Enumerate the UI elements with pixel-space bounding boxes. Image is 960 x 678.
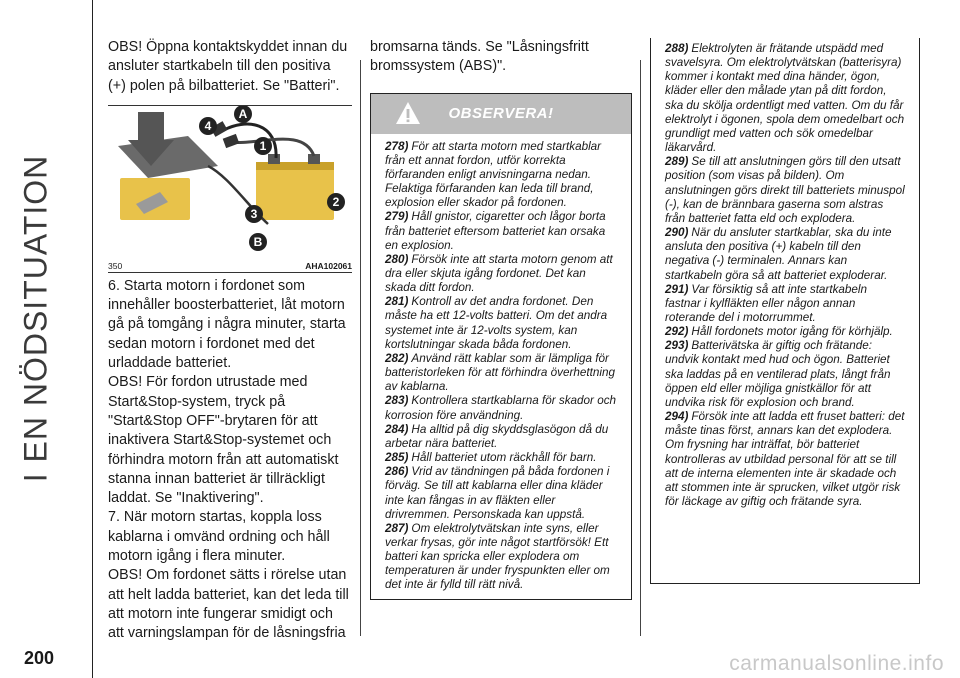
note-text: Håll fordonets motor igång för körhjälp. [691,325,893,339]
warning-note [385,210,617,252]
chapter-title-text: I EN NÖDSITUATION [17,154,54,482]
note-number: 278) [385,139,409,153]
warning-title: OBSERVERA! [448,105,554,123]
note-number: 287) [385,521,409,535]
note-number: 294) [665,410,689,424]
note-text: Använd rätt kablar som är lämpliga för batteristorleken för att förhindra överhettning av kablarna. [385,351,615,394]
note-text: Var försiktig så att inte startkabeln fastnar i kylfläkten eller någon annan roterande del i motorrummet. [665,282,868,324]
column-divider-1 [360,60,361,636]
warning-box [370,93,632,600]
warning-note [385,253,617,295]
page-number: 200 [24,648,55,668]
step-7-paragraph: 7. När motorn startas, koppla loss kablarna i omvänd ordning och håll motorn igång i flera minuter. [108,509,330,565]
callout-a [234,106,252,123]
svg-text:B: B [253,234,263,249]
warning-note [385,423,617,451]
warning-note [385,140,617,211]
note-number: 281) [385,295,409,309]
note-number: 284) [385,422,409,436]
svg-text:2: 2 [332,194,340,209]
callout-2 [327,193,345,211]
warning-note [665,325,905,339]
svg-text:1: 1 [259,138,267,153]
callout-b [249,233,267,251]
note-text: Vrid av tändningen på båda fordonen i förväg. Se till att kablarna eller dina kläder inte kan fångas in av fläkten eller drivremmen. Personskada kan uppstå. [385,465,610,521]
warning-note [385,451,617,465]
svg-text:A: A [238,106,248,121]
note-number: 280) [385,252,409,266]
note-number: 285) [385,451,409,465]
note-text: Elektrolyten är frätande utspädd med svavelsyra. Om elektrolytvätskan (batterisyra) kommer i kontakt med dina händer, ögon, kläder eller den målade ytan på ditt fordon, ska du skölja ordentligt med vatten. Om du får elektrolyt i ögonen, spola dem omedelbart och grundligt med vatten och sök omedelbar läkarvård. [665,42,905,155]
warning-note [385,352,617,394]
callout-3 [245,205,263,223]
warning-triangle-icon [395,101,421,125]
note-text: Kontroll av det andra fordonet. Den måste ha ett 12-volts batteri. Om det andra systemet inte är 12-volts system, kan kortslutningar skada båda fordonen. [385,295,608,351]
depleted-battery [118,136,218,220]
column-1-paragraphs [108,277,352,644]
note-number: 290) [665,226,689,240]
note-number: 289) [665,155,689,169]
warning-note [385,295,617,352]
warning-notes [371,134,631,599]
warning-note [665,339,905,410]
figure-number: 350 [108,260,123,271]
jump-start-figure [108,105,352,259]
abs-note-start: OBS! Om fordonet sätts i rörelse utan att helt ladda batteriet, kan det leda till att motorn inte fungerar smidigt och att varningslampan för de låsningsfria [108,567,349,642]
note-text: Försök inte att starta motorn genom att dra eller skjuta igång fordonet. Det kan skada ditt fordon. [385,252,613,295]
start-stop-note: OBS! För fordon utrustade med Start&Stop-system, tryck på "Start&Stop OFF"-brytaren för att inaktivera Start&Stop-systemet och förhindra motorn från att automatiskt stanna innan batteriet är tillräckligt laddat. Se "Inaktivering". [108,374,339,507]
chapter-divider [92,0,93,678]
warning-note [665,42,905,155]
note-text: Batterivätska är giftig och frätande: undvik kontakt med hud och ögon. Batteriet ska laddas på en ventilerad plats, långt från öppen eld eller möjliga gnistkällor för att undvika risk för explosion och brand. [665,339,891,409]
warning-header [371,94,631,134]
note-number: 292) [665,325,689,339]
figure-caption [108,259,352,273]
note-number: 283) [385,394,409,408]
note-number: 279) [385,210,409,224]
note-number: 282) [385,351,409,365]
note-text: Försök inte att ladda ett fruset batteri: det måste tinas först, annars kan det explodera. Om frysning har inträffat, bör batteriet kontrolleras av utbildad personal för att se till att de interna elementen inte är skadade och att stommen inte är sprucken, vilket utgör risk för läckage av giftig och frätande syra. [665,410,905,508]
note-text: Om elektrolytvätskan inte syns, eller verkar frysas, gör inte något startförsök! Ett batteri kan spricka eller explodera om temperaturen är under fryspunkten eller om det inte är fylld till rätt nivå. [385,521,610,592]
note-text: Ha alltid på dig skyddsglasögon då du arbetar nära batteriet. [385,422,609,450]
note-number: 286) [385,465,409,479]
note-text: När du ansluter startkablar, ska du inte ansluta den positiva (+) kabeln till den negativa (-) terminalen. Annars kan startkabeln göra så att batteriet exploderar. [665,226,892,282]
warning-note [665,410,905,509]
abs-note-continuation: bromsarna tänds. Se "Låsningsfritt bromssystem (ABS)". [370,39,589,75]
step-6-paragraph: 6. Starta motorn i fordonet som innehåller boosterbatteriet, låt motorn gå på tomgång i några minuter, starta sedan motorn i fordonet med det urladdade batteriet. [108,277,346,372]
column-1 [108,38,352,644]
callout-1 [254,137,272,155]
booster-battery [256,154,334,220]
warning-box-continued [650,38,920,584]
note-text: Se till att anslutningen görs till den utsatt position (som visas på bilden). Om anslutningen görs direkt till batteriets minuspol (-), kan de brännbara gaserna som alstras från batteriet fatta eld och explodera. [665,155,905,225]
note-number: 291) [665,282,689,296]
footer-watermark: carmanualsonline.info [729,652,944,675]
jump-start-illustration [108,106,352,260]
warning-note [665,226,905,283]
note-text: För att starta motorn med startkablar från ett annat fordon, utför korrekta förfaranden enligt anvisningarna nedan. Felaktiga förfaranden kan leda till brand, explosion eller skador på fordonen. [385,139,602,210]
note-text: Håll batteriet utom räckhåll för barn. [411,451,597,465]
warning-note [385,394,617,422]
column-3 [650,38,920,584]
column-divider-2 [640,60,641,636]
column-2 [370,38,632,600]
warning-note [385,522,617,593]
svg-text:4: 4 [204,118,212,133]
note-text: Håll gnistor, cigaretter och lågor borta från batteriet eftersom batteriet kan orsaka en explosion. [385,210,606,252]
figure-code: AHA102061 [305,260,352,271]
svg-text:3: 3 [250,206,258,221]
note-number: 288) [665,42,689,55]
callout-4 [199,117,217,135]
note-text: Kontrollera startkablarna för skador och korrosion före användning. [385,394,617,422]
warning-note [665,283,905,325]
warning-note [665,155,905,226]
warning-note [385,465,617,522]
note-number: 293) [665,339,689,353]
intro-paragraph: OBS! Öppna kontaktskyddet innan du ansluter startkabeln till den positiva (+) polen på bilbatteriet. Se "Batteri". [108,39,348,94]
chapter-side-title [14,18,58,618]
